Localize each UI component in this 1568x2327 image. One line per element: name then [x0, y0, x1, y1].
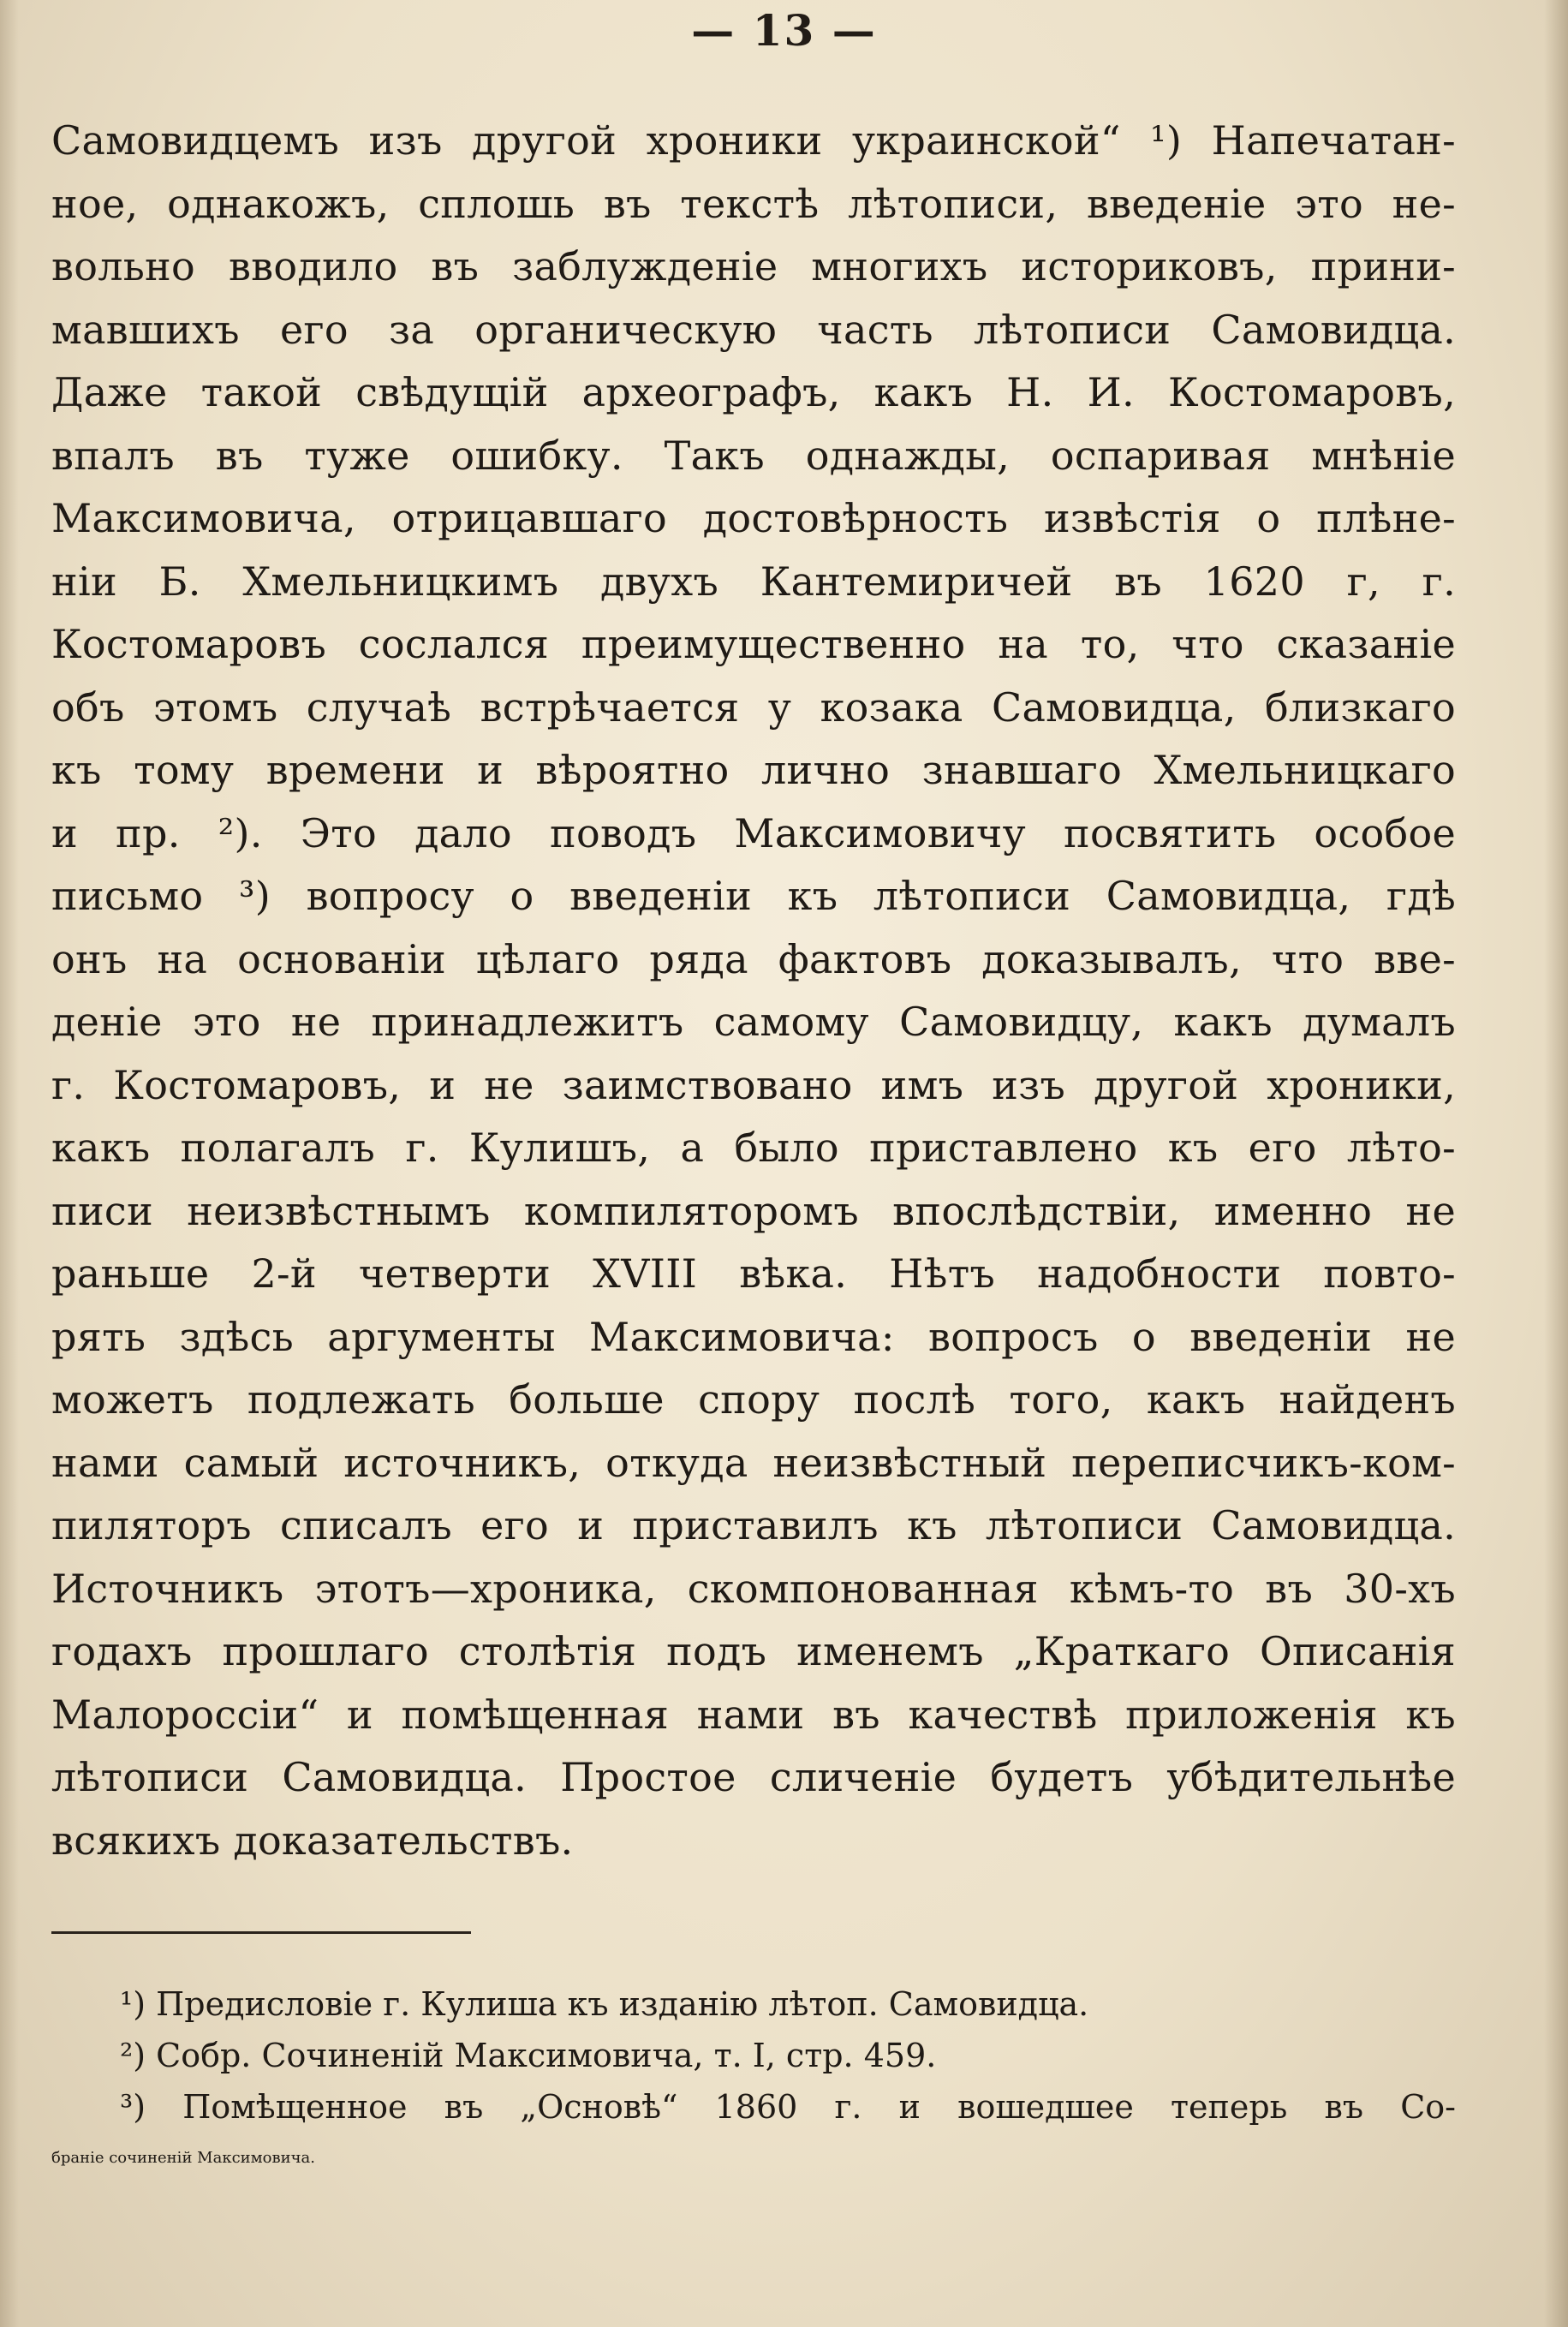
footnote: ¹) Предисловіе г. Кулиша къ изданію лѣтоп. Самовидца. [120, 1985, 1089, 2023]
footnote-continuation: браніе сочиненій Максимовича. [51, 2149, 315, 2167]
text-line: и пр. ²). Это дало поводъ Максимовичу посвятить особое [51, 809, 1456, 856]
text-line: Максимовича, отрицавшаго достовѣрность извѣстія о плѣне- [51, 495, 1456, 541]
footnote-divider [51, 1931, 471, 1934]
footnote: ²) Собр. Сочиненій Максимовича, т. I, стр. 459. [120, 2037, 937, 2074]
text-line: лѣтописи Самовидца. Простое сличеніе будетъ убѣдительнѣе [51, 1754, 1456, 1800]
text-line: письмо ³) вопросу о введеніи къ лѣтописи Самовидца, гдѣ [51, 873, 1456, 919]
text-line: Самовидцемъ изъ другой хроники украинской“ ¹) Напечатан- [51, 117, 1456, 164]
text-line: Даже такой свѣдущій археографъ, какъ Н. И. Костомаровъ, [51, 369, 1456, 415]
text-line: г. Костомаровъ, и не заимствовано имъ изъ другой хроники, [51, 1061, 1456, 1108]
text-line: вольно вводило въ заблужденіе многихъ историковъ, прини- [51, 243, 1456, 289]
footnotes-block [51, 1978, 1456, 2184]
text-line: рять здѣсь аргументы Максимовича: вопросъ о введеніи не [51, 1313, 1456, 1360]
text-line: писи неизвѣстнымъ компиляторомъ впослѣдствіи, именно не [51, 1187, 1456, 1234]
text-line: объ этомъ случаѣ встрѣчается у козака Самовидца, близкаго [51, 683, 1456, 731]
page-number: — 13 — [691, 5, 877, 56]
text-line: ніи Б. Хмельницкимъ двухъ Кантемиричей въ 1620 г, г. [51, 558, 1456, 605]
text-line: впалъ въ туже ошибку. Такъ однажды, оспаривая мнѣніе [51, 432, 1456, 479]
text-line: мавшихъ его за органическую часть лѣтописи Самовидца. [51, 306, 1456, 353]
main-text-block [51, 110, 1456, 1872]
text-line: Малороссіи“ и помѣщенная нами въ качествѣ приложенія къ [51, 1691, 1456, 1738]
text-line: можетъ подлежать больше спору послѣ того, какъ найденъ [51, 1376, 1456, 1423]
text-line: Костомаровъ сослался преимущественно на то, что сказаніе [51, 621, 1456, 667]
text-line: пиляторъ списалъ его и приставилъ къ лѣтописи Самовидца. [51, 1502, 1456, 1548]
text-line: деніе это не принадлежитъ самому Самовидцу, какъ думалъ [51, 999, 1456, 1045]
text-line: всякихъ доказательствъ. [51, 1817, 574, 1864]
text-line: годахъ прошлаго столѣтія подъ именемъ „Краткаго Описанія [51, 1628, 1456, 1674]
text-line: раньше 2-й четверти XVIII вѣка. Нѣтъ надобности повто- [51, 1250, 1456, 1297]
footnote: ³) Помѣщенное въ „Основѣ“ 1860 г. и вошедшее теперь въ Со- [120, 2088, 1456, 2126]
text-line: нами самый источникъ, откуда неизвѣстный переписчикъ-ком- [51, 1439, 1456, 1486]
text-line: ное, однакожъ, сплошь въ текстѣ лѣтописи, введеніе это не- [51, 180, 1456, 227]
text-line: онъ на основаніи цѣлаго ряда фактовъ доказывалъ, что вве- [51, 935, 1456, 982]
text-line: Источникъ этотъ—хроника, скомпонованная кѣмъ-то въ 30-хъ [51, 1565, 1456, 1612]
text-line: какъ полагалъ г. Кулишъ, а было приставлено къ его лѣто- [51, 1125, 1456, 1171]
text-line: къ тому времени и вѣроятно лично знавшаго Хмельницкаго [51, 747, 1456, 793]
